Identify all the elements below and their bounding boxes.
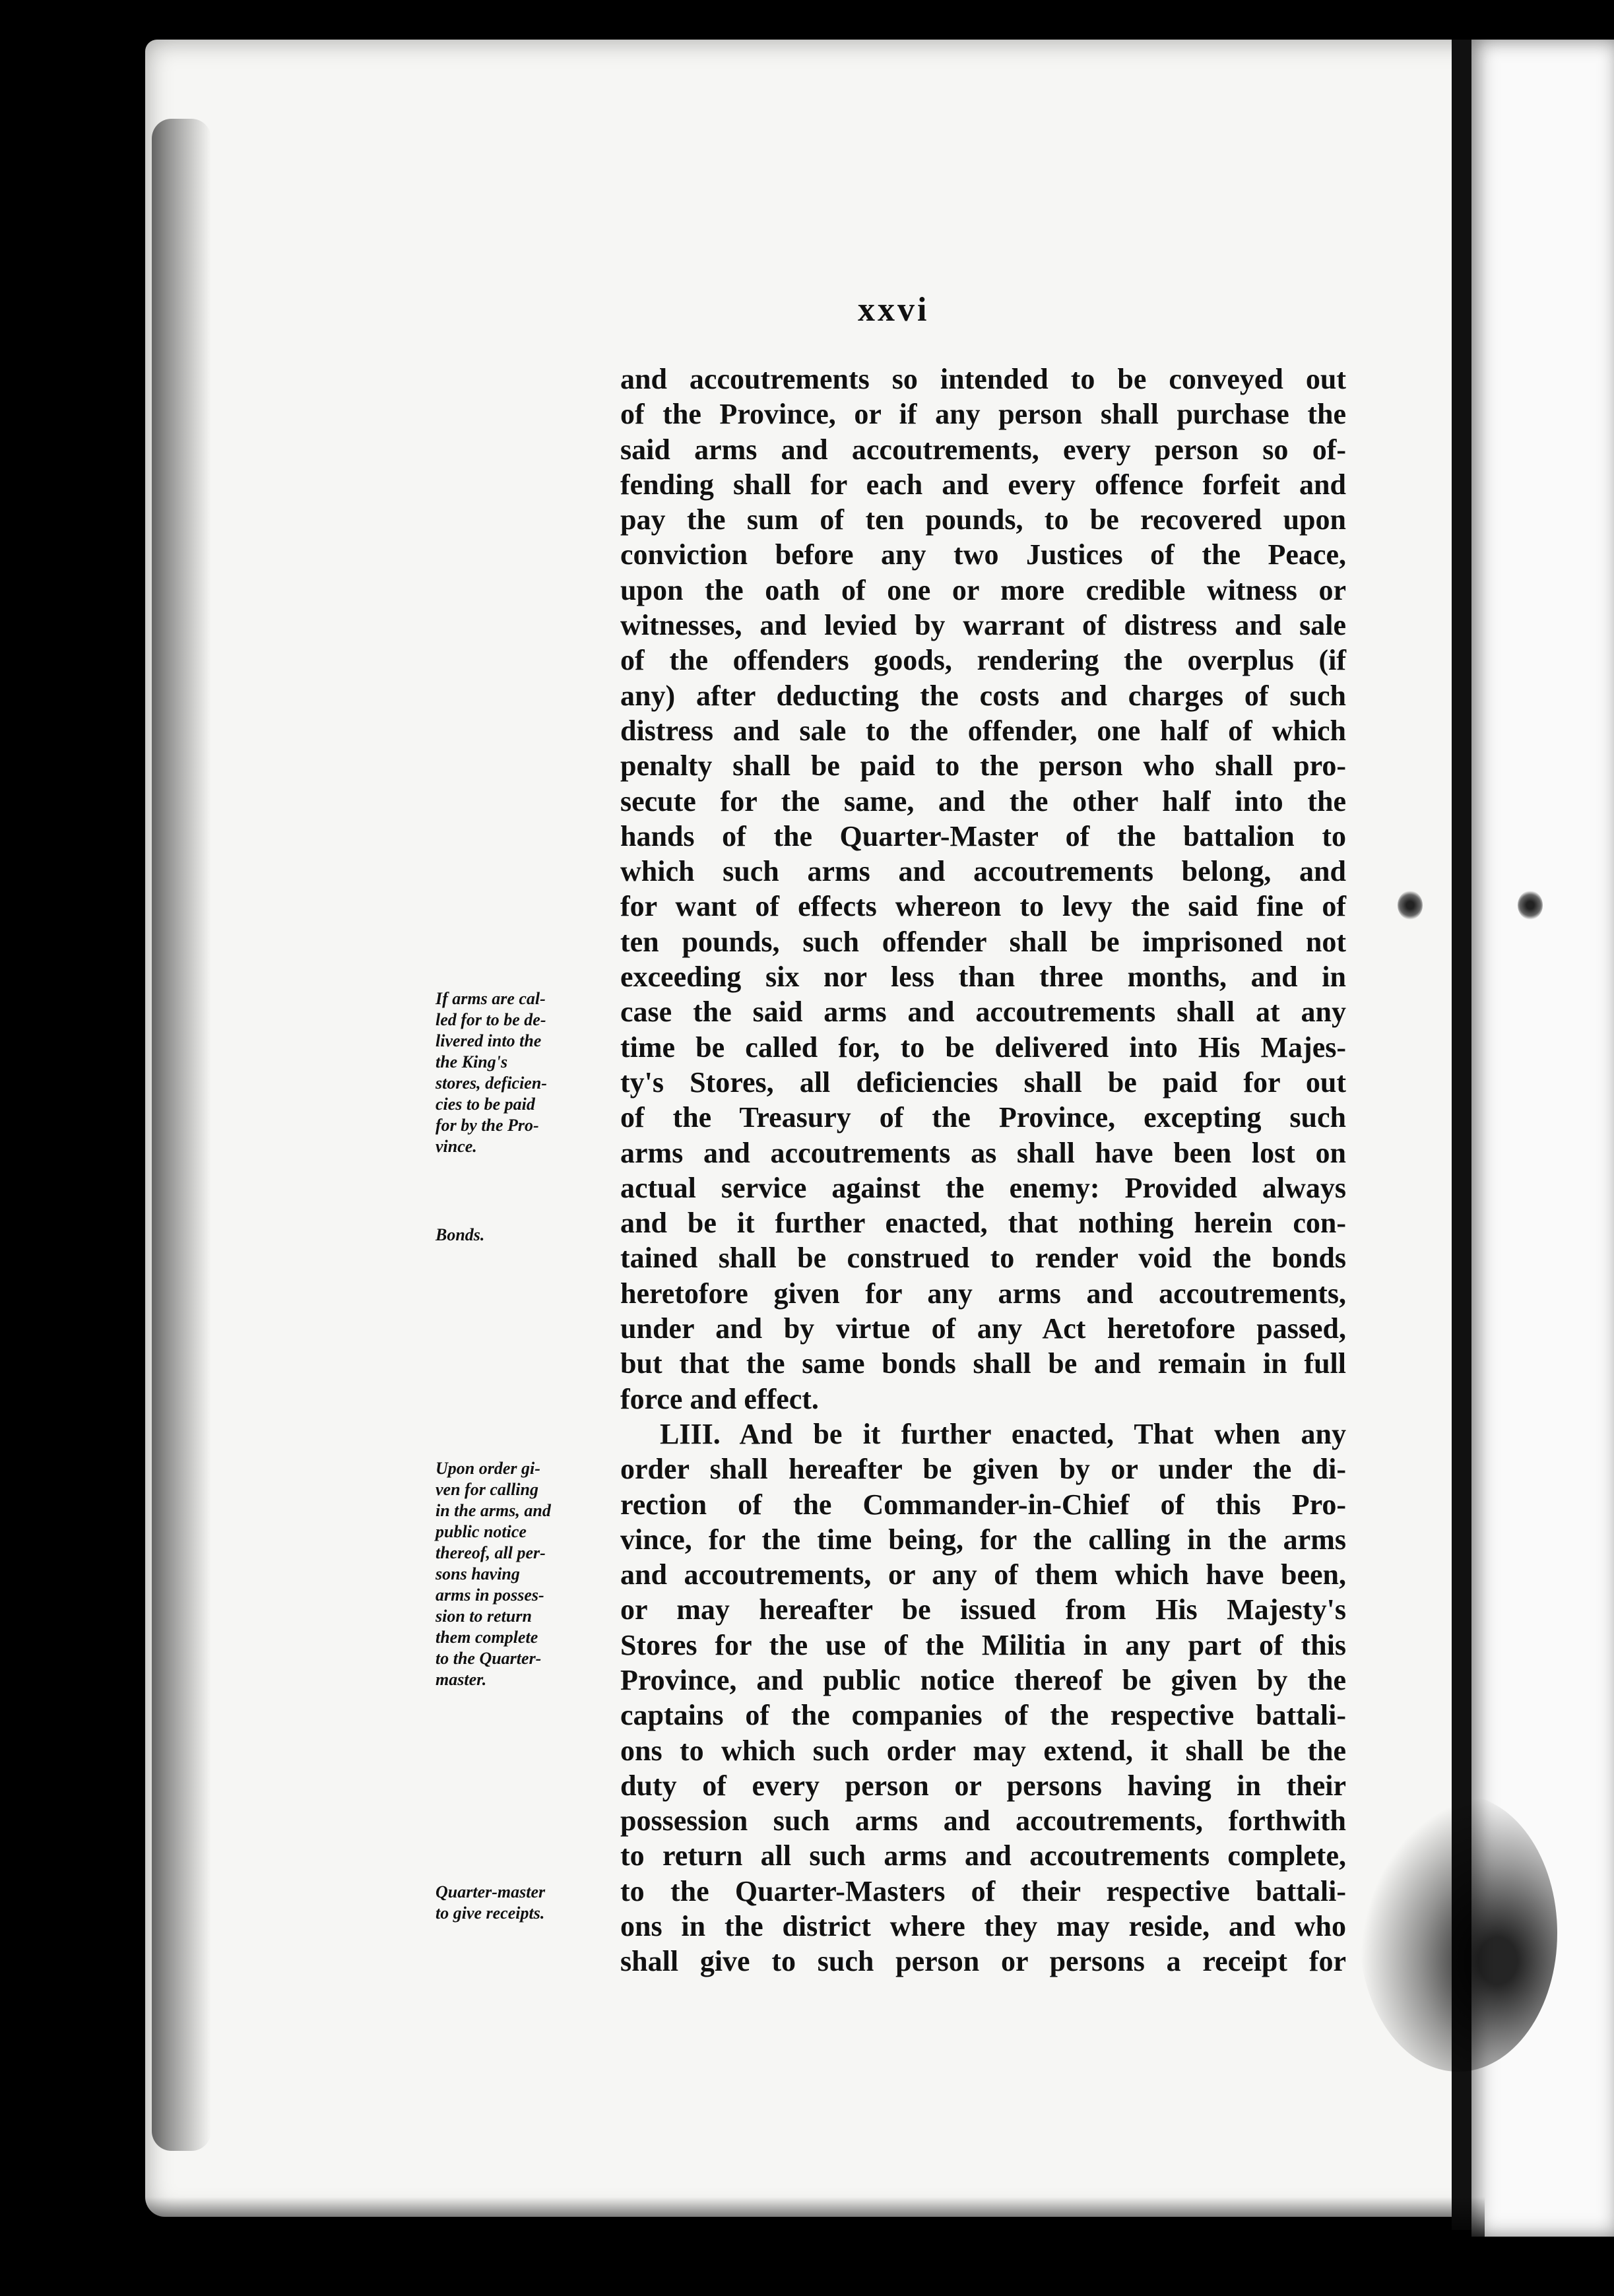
text-line: conviction before any two Justices of the Peace, [620,538,1346,571]
text-line: and accoutrements so intended to be conveyed out [620,363,1346,395]
marginal-line: thereof, all per- [436,1543,546,1562]
text-line: shall give to such person or persons a receipt for [620,1945,1346,1978]
text-line: arms and accoutrements as shall have been lost on [620,1136,1346,1169]
marginal-line: stores, deficien- [436,1073,547,1093]
text-line: rection of the Commander-in-Chief of this Pro- [620,1488,1346,1521]
marginal-line: the King's [436,1052,508,1071]
text-line: to return all such arms and accoutrements complete, [620,1839,1346,1872]
marginal-line: sons having [436,1564,520,1583]
text-line: of the Province, or if any person shall purchase the [620,398,1346,431]
marginal-line: to the Quarter- [436,1649,542,1668]
page-edge-shadow [152,119,211,2151]
text-line: distress and sale to the offender, one half of which [620,714,1346,747]
text-line: ten pounds, such offender shall be imprisoned not [620,925,1346,958]
text-line: vince, for the time being, for the calling in the arms [620,1523,1346,1556]
page-stain [1359,1795,1557,2072]
section-heading-line: LIII. And be it further enacted, That when any [660,1417,1346,1450]
text-line: or may hereafter be issued from His Majesty's [620,1593,1346,1626]
text-line: under and by virtue of any Act heretofore passed, [620,1312,1346,1345]
ink-bleed-mark [1398,891,1423,920]
text-line: ty's Stores, all deficiencies shall be paid for out [620,1066,1346,1099]
marginal-line: arms in posses- [436,1585,544,1605]
text-line: force and effect. [620,1382,819,1415]
text-line: but that the same bonds shall be and remain in full [620,1347,1346,1380]
text-line: secute for the same, and the other half into the [620,784,1346,817]
text-line: hands of the Quarter-Master of the battalion to [620,819,1346,852]
page-number: xxvi [858,291,930,329]
marginal-line: cies to be paid [436,1095,535,1114]
text-line: and accoutrements, or any of them which have been, [620,1558,1346,1591]
text-line: duty of every person or persons having in their [620,1769,1346,1802]
marginal-line: public notice [436,1522,527,1541]
text-line: for want of effects whereon to levy the said fine of [620,890,1346,923]
text-line: penalty shall be paid to the person who shall pro- [620,749,1346,782]
text-line: to the Quarter-Masters of their respective battali- [620,1874,1346,1907]
text-line: captains of the companies of the respective battali- [620,1699,1346,1732]
text-line: which such arms and accoutrements belong, and [620,855,1346,888]
marginal-line: ven for calling [436,1480,538,1499]
marginal-line: for by the Pro- [436,1116,539,1135]
text-line: exceeding six nor less than three months, and in [620,961,1346,994]
marginal-line: led for to be de- [436,1010,546,1029]
ink-bleed-mark [1518,891,1543,920]
text-line: ons to which such order may extend, it shall be the [620,1734,1346,1767]
marginal-line: Upon order gi- [436,1459,540,1478]
marginal-note-bonds [436,1225,614,1246]
text-line: fending shall for each and every offence forfeit and [620,468,1346,501]
text-line: of the Treasury of the Province, excepting such [620,1101,1346,1134]
text-line: any) after deducting the costs and charges of such [620,679,1346,712]
text-line: ons in the district where they may reside, and who [620,1910,1346,1943]
text-line: witnesses, and levied by warrant of distress and sale [620,609,1346,642]
text-line: heretofore given for any arms and accoutrements, [620,1277,1346,1310]
marginal-line: master. [436,1670,487,1689]
marginal-line: If arms are cal- [436,989,546,1008]
marginal-note-deficiencies [436,988,614,1157]
text-line: time be called for, to be delivered into His Majes- [620,1031,1346,1064]
marginal-note-calling-in-arms [436,1458,614,1690]
body-text [620,362,1346,1979]
text-line: and be it further enacted, that nothing herein con- [620,1207,1346,1240]
text-line: Stores for the use of the Militia in any part of this [620,1628,1346,1661]
marginal-note-receipts [436,1882,614,1924]
marginal-line: in the arms, and [436,1501,551,1520]
marginal-line: Bonds. [436,1225,485,1244]
bottom-edge-shadow [145,2197,1485,2243]
text-line: order shall hereafter be given by or under the di- [620,1453,1346,1486]
text-line: actual service against the enemy: Provided always [620,1171,1346,1204]
text-line: possession such arms and accoutrements, forthwith [620,1804,1346,1837]
marginal-line: Quarter-master [436,1882,546,1901]
marginal-line: sion to return [436,1607,532,1626]
marginal-line: them complete [436,1628,538,1647]
marginal-line: vince. [436,1137,477,1156]
text-line: said arms and accoutrements, every person so of- [620,433,1346,466]
text-line: Province, and public notice thereof be given by the [620,1663,1346,1696]
text-line: pay the sum of ten pounds, to be recovered upon [620,503,1346,536]
text-line: tained shall be construed to render void the bonds [620,1242,1346,1275]
text-line: case the said arms and accoutrements shall at any [620,996,1346,1029]
marginal-line: livered into the [436,1031,542,1050]
marginal-line: to give receipts. [436,1903,545,1923]
text-line: upon the oath of one or more credible witness or [620,573,1346,606]
text-line: of the offenders goods, rendering the overplus (if [620,644,1346,677]
